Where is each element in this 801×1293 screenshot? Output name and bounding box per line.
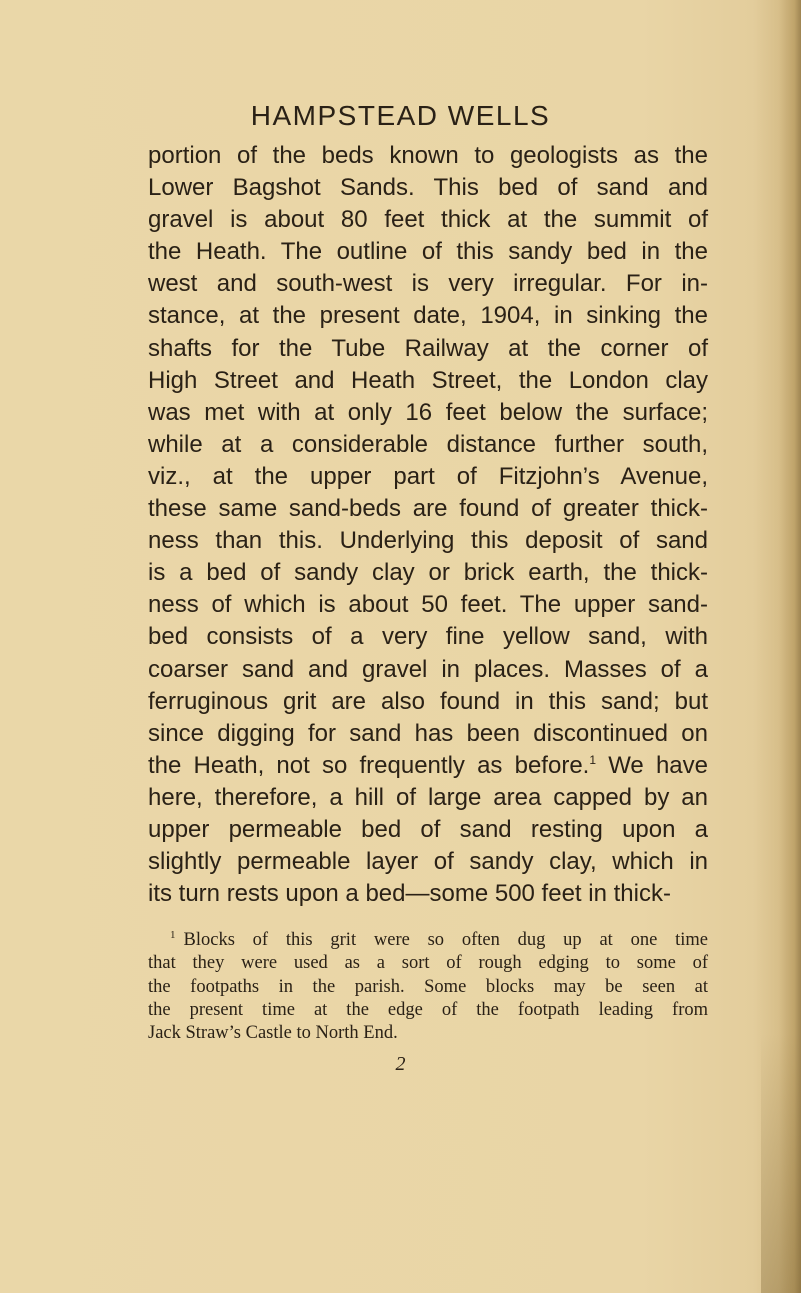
footnote-marker: 1 [170,929,176,941]
body-line-12: these same sand-beds are found of greater thick- [148,495,708,523]
body-line-6: stance, at the present date, 1904, in sinking the [148,302,708,330]
body-line-13: ness than this. Underlying this deposit of sand [148,527,708,555]
body-line-19: since digging for sand has been discontinued on [148,719,708,747]
body-line-10: while at a considerable distance further south, [148,430,708,458]
footnote-line-2: that they were used as a sort of rough edging to some of [148,953,708,974]
body-line-7: shafts for the Tube Railway at the corner of [148,334,708,362]
footnote-line-3: the footpaths in the parish. Some blocks may be seen at [148,976,708,997]
body-line-22: upper permeable bed of sand resting upon a [148,815,708,843]
body-line-23: slightly permeable layer of sandy clay, which in [148,848,708,876]
body-paragraph [148,140,708,910]
body-line-3: gravel is about 80 feet thick at the summit of [148,206,708,234]
body-line-24: its turn rests upon a bed—some 500 feet in thick- [148,880,671,908]
footnote-line-4: the present time at the edge of the footpath leading from [148,999,708,1020]
body-line-20-text: the Heath, not so frequently as before. [148,751,590,779]
body-line-14: is a bed of sandy clay or brick earth, the thick- [148,559,708,587]
body-line-20-tail: We have [596,751,708,779]
body-line-20 [148,750,708,782]
body-line-8: High Street and Heath Street, the London clay [148,366,708,394]
body-line-18: ferruginous grit are also found in this sand; but [148,687,708,715]
footnote-line-1 [148,929,708,952]
page-number: 2 [395,1053,406,1075]
body-line-17: coarser sand and gravel in places. Masses of a [148,655,708,683]
body-line-1: portion of the beds known to geologists as the [148,142,708,169]
body-line-16: bed consists of a very fine yellow sand, with [148,623,708,651]
footnote-line-1-text: Blocks of this grit were so often dug up at one time [183,930,708,950]
body-line-2: Lower Bagshot Sands. This bed of sand and [148,174,708,202]
body-line-4: the Heath. The outline of this sandy bed in the [148,238,708,266]
body-line-9: was met with at only 16 feet below the surface; [148,398,708,426]
footnote-line-5: Jack Straw’s Castle to North End. [148,1023,398,1044]
running-title: HAMPSTEAD WELLS [250,100,551,131]
body-line-15: ness of which is about 50 feet. The upper sand- [148,591,708,619]
footnote-reference: 1 [589,752,597,767]
body-line-5: west and south-west is very irregular. For in- [148,270,708,298]
footnote [148,929,708,1045]
body-line-11: viz., at the upper part of Fitzjohn’s Avenue, [148,462,708,490]
body-line-21: here, therefore, a hill of large area capped by an [148,783,708,811]
